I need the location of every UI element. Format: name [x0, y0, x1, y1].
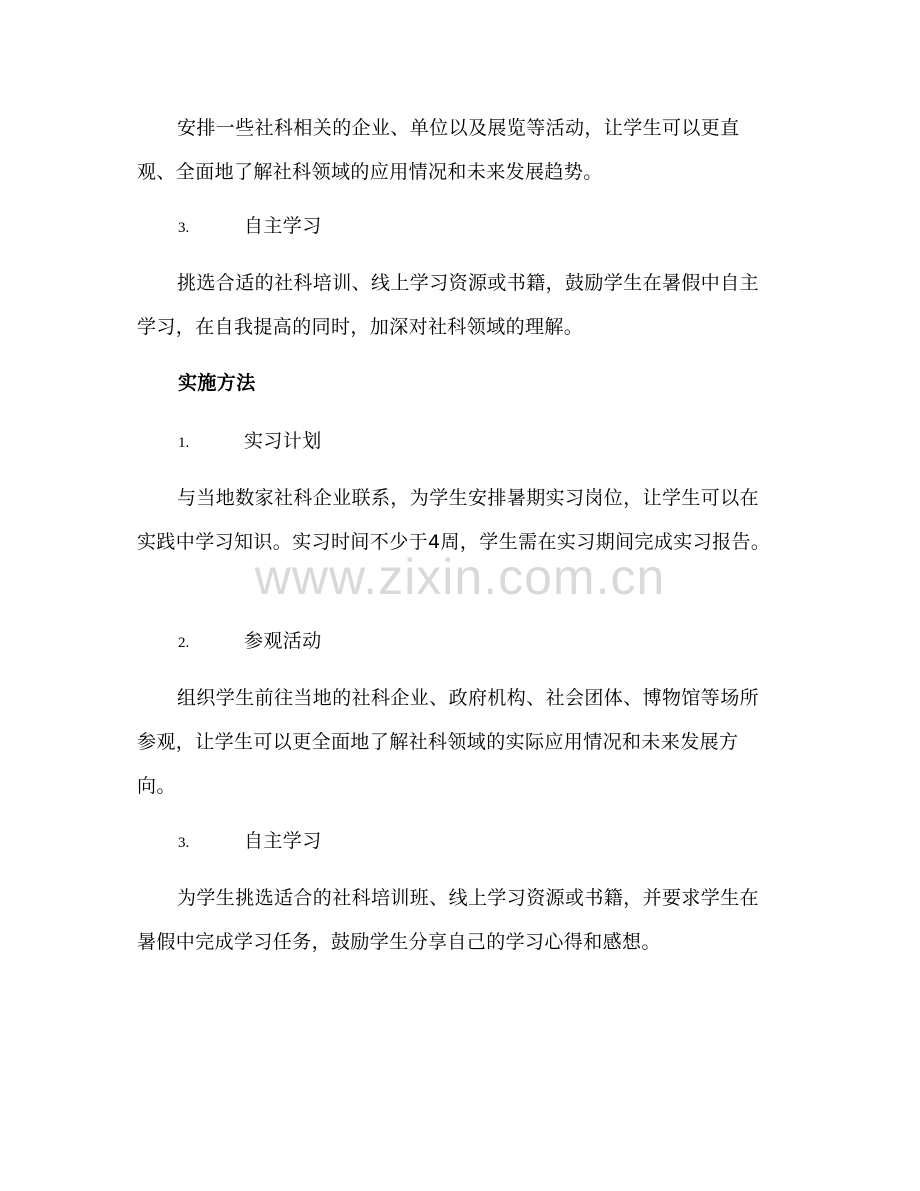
list-number: 3.: [178, 220, 190, 236]
section-heading-implementation: 实施方法: [178, 372, 256, 394]
watermark: www.zixin.com.cn: [254, 549, 666, 605]
list-number: 1.: [178, 435, 190, 451]
list-item-internship-plan: [178, 426, 322, 456]
paragraph-internship-description: 与当地数家社科企业联系，为学生安排暑期实习岗位，让学生可以在实践中学习知识。实习时间不少于4周，学生需在实习期间完成实习报告。: [137, 487, 771, 553]
list-item-visit-activities: [178, 626, 322, 656]
list-text: 自主学习: [244, 215, 322, 237]
paragraph-visit-arrangement: 安排一些社科相关的企业、单位以及展览等活动，让学生可以更直观、全面地了解社科领域的应用情况和未来发展趋势。: [137, 117, 740, 183]
list-number: 2.: [178, 635, 190, 651]
list-text: 实习计划: [244, 430, 322, 452]
list-number: 3.: [178, 835, 190, 851]
list-item-self-study-1: [178, 211, 322, 241]
list-item-self-study-2: [178, 826, 322, 856]
list-text: 自主学习: [244, 830, 322, 852]
paragraph-self-study-description: 挑选合适的社科培训、线上学习资源或书籍，鼓励学生在暑假中自主学习，在自我提高的同时，加深对社科领域的理解。: [137, 272, 760, 338]
list-text: 参观活动: [244, 630, 322, 652]
paragraph-visit-description: 组织学生前往当地的社科企业、政府机构、社会团体、博物馆等场所参观，让学生可以更全面地了解社科领域的实际应用情况和未来发展方向。: [137, 687, 760, 797]
paragraph-self-study-task: 为学生挑选适合的社科培训班、线上学习资源或书籍，并要求学生在暑假中完成学习任务，鼓励学生分享自己的学习心得和感想。: [137, 887, 760, 953]
